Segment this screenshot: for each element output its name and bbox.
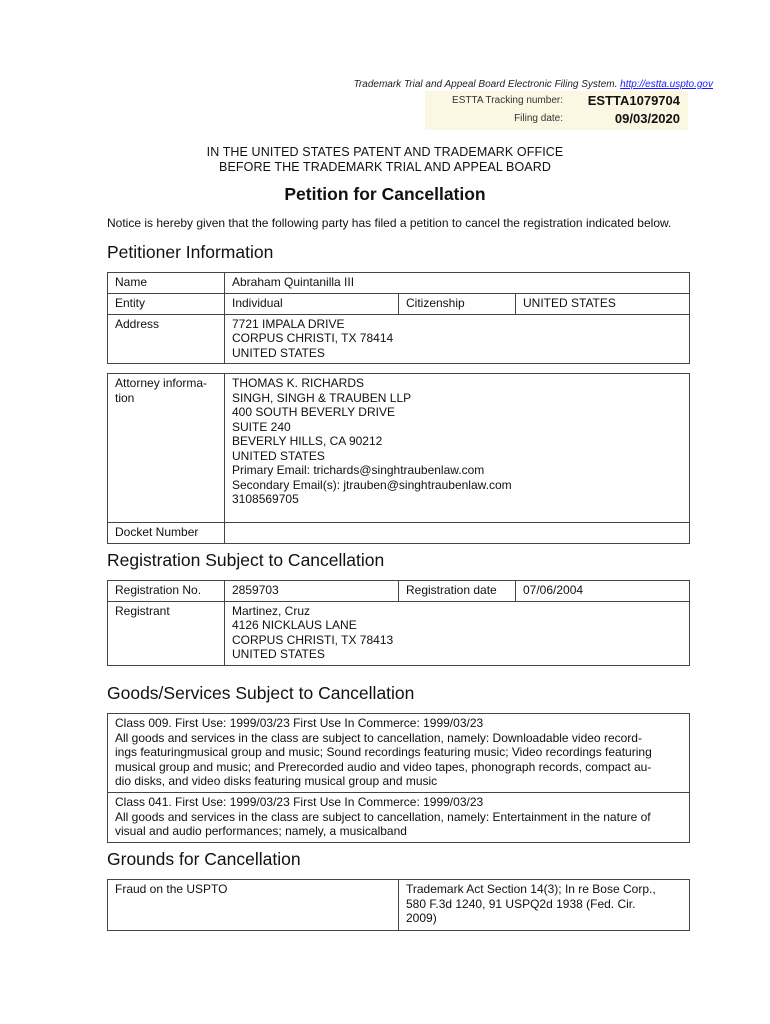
table-row xyxy=(108,601,690,665)
estta-system-line xyxy=(354,79,713,90)
petitioner-heading: Petitioner Information xyxy=(107,242,274,262)
docket-label: Docket Number xyxy=(108,523,225,544)
filing-date-label: Filing date: xyxy=(514,113,563,124)
address-value: 7721 IMPALA DRIVE CORPUS CHRISTI, TX 78414 UNITED STATES xyxy=(225,314,690,364)
reg-no-value: 2859703 xyxy=(225,581,399,602)
registrant-label: Registrant xyxy=(108,601,225,665)
ground-value: Fraud on the USPTO xyxy=(108,880,399,931)
page-title: Petition for Cancellation xyxy=(284,184,486,204)
table-row xyxy=(108,880,690,931)
registration-table xyxy=(107,580,690,666)
office-line-2: BEFORE THE TRADEMARK TRIAL AND APPEAL BOARD xyxy=(219,160,551,174)
citizenship-label: Citizenship xyxy=(399,293,516,314)
tracking-box xyxy=(425,91,688,130)
entity-value: Individual xyxy=(225,293,399,314)
tracking-label: ESTTA Tracking number: xyxy=(452,95,563,106)
grounds-heading: Grounds for Cancellation xyxy=(107,849,301,869)
goods-heading: Goods/Services Subject to Cancellation xyxy=(107,683,415,703)
ground-authority: Trademark Act Section 14(3); In re Bose Corp., 580 F.3d 1240, 91 USPQ2d 1938 (Fed. Cir. 2009) xyxy=(399,880,690,931)
table-row xyxy=(108,374,690,523)
name-value: Abraham Quintanilla III xyxy=(225,273,690,294)
attorney-label: Attorney informa- tion xyxy=(108,374,225,523)
filing-date: 09/03/2020 xyxy=(614,111,680,126)
attorney-table xyxy=(107,373,690,544)
grounds-table xyxy=(107,879,690,931)
registrant-value: Martinez, Cruz 4126 NICKLAUS LANE CORPUS CHRISTI, TX 78413 UNITED STATES xyxy=(225,601,690,665)
class-009-text: Class 009. First Use: 1999/03/23 First Use In Commerce: 1999/03/23 All goods and services in the class are subject to cancellation, namely: Downloadable video record- ings featuringmusical group and music; Sound recordings featuring music; Video recordings featuring musical group and music; and Prerecorded audio and video tapes, phonograph records, compact au- dio disks, and video disks featuring musical group and music xyxy=(108,714,690,793)
table-row xyxy=(108,273,690,294)
table-row xyxy=(108,714,690,793)
reg-no-label: Registration No. xyxy=(108,581,225,602)
estta-system-text: Trademark Trial and Appeal Board Electronic Filing System. xyxy=(353,79,618,90)
docket-value xyxy=(225,523,690,544)
table-row xyxy=(108,293,690,314)
attorney-value: THOMAS K. RICHARDS SINGH, SINGH & TRAUBEN LLP 400 SOUTH BEVERLY DRIVE SUITE 240 BEVERLY HILLS, CA 90212 UNITED STATES Primary Email: trichards@singhtraubenlaw.com Secondary Email(s): jtrauben@singhtraubenlaw.com 3108569705 xyxy=(225,374,690,523)
table-row xyxy=(108,523,690,544)
address-label: Address xyxy=(108,314,225,364)
table-row xyxy=(108,793,690,843)
estta-link[interactable]: http://estta.uspto.gov xyxy=(620,79,713,90)
citizenship-value: UNITED STATES xyxy=(516,293,690,314)
goods-table xyxy=(107,713,690,843)
notice-text: Notice is hereby given that the following party has filed a petition to cancel the registration indicated below. xyxy=(107,216,672,230)
entity-label: Entity xyxy=(108,293,225,314)
tracking-number: ESTTA1079704 xyxy=(587,93,680,108)
table-row xyxy=(108,314,690,364)
office-line-1: IN THE UNITED STATES PATENT AND TRADEMARK OFFICE xyxy=(206,145,564,159)
reg-date-label: Registration date xyxy=(399,581,516,602)
table-row xyxy=(108,581,690,602)
reg-date-value: 07/06/2004 xyxy=(516,581,690,602)
name-label: Name xyxy=(108,273,225,294)
registration-heading: Registration Subject to Cancellation xyxy=(107,550,385,570)
class-041-text: Class 041. First Use: 1999/03/23 First Use In Commerce: 1999/03/23 All goods and services in the class are subject to cancellation, namely: Entertainment in the nature of visual and audio performances; namely, a musicalband xyxy=(108,793,690,843)
petitioner-table xyxy=(107,272,690,364)
